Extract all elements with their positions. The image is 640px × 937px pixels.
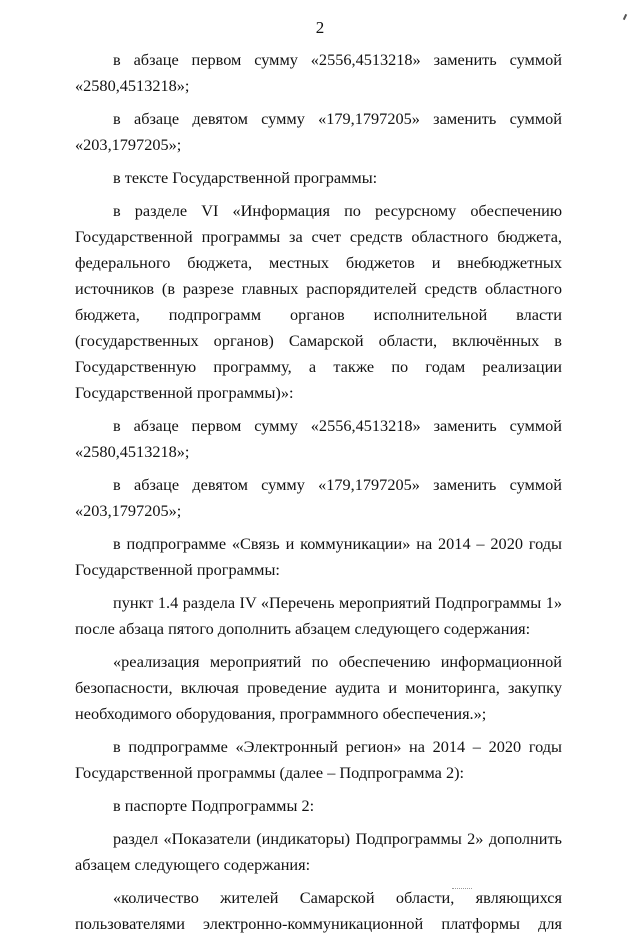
paragraph: в абзаце первом сумму «2556,4513218» заменить суммой «2580,4513218»; (75, 416, 562, 461)
paragraph: в подпрограмме «Связь и коммуникации» на 2014 – 2020 годы Государственной программы: (75, 534, 562, 579)
paragraph: «реализация мероприятий по обеспечению информационной безопасности, включая проведение аудита и мониторинга, закупку необходимого оборудования, программного обеспечения.»; (75, 652, 562, 723)
paragraph: в абзаце первом сумму «2556,4513218» заменить суммой «2580,4513218»; (75, 50, 562, 95)
paragraph: «количество жителей Самарской области, являющихся пользователями электронно-коммуникационной платформы для (75, 888, 562, 933)
paragraph: пункт 1.4 раздела IV «Перечень мероприятий Подпрограммы 1» после абзаца пятого дополнить абзацем следующего содержания: (75, 593, 562, 638)
document-body (75, 47, 562, 937)
paragraph: раздел «Показатели (индикаторы) Подпрограммы 2» дополнить абзацем следующего содержания: (75, 829, 562, 874)
scan-artifact (452, 888, 472, 891)
paragraph: в тексте Государственной программы: (113, 168, 378, 187)
paragraph: в абзаце девятом сумму «179,1797205» заменить суммой «203,1797205»; (75, 475, 562, 520)
paragraph: в абзаце девятом сумму «179,1797205» заменить суммой «203,1797205»; (75, 109, 562, 154)
paragraph: в подпрограмме «Электронный регион» на 2014 – 2020 годы Государственной программы (далее – Подпрограмма 2): (75, 737, 562, 782)
page-number: 2 (315, 18, 325, 37)
paragraph: в паспорте Подпрограммы 2: (113, 796, 315, 815)
paragraph: в разделе VI «Информация по ресурсному обеспечению Государственной программы за счет средств областного бюджета, федерального бюджета, местных бюджетов и внебюджетных источников (в разрезе главных распорядителей средств областного бюджета, подпрограмм органов исполнительной власти (государственных органов) Самарской области, включённых в Государственную программу, а также по годам реализации Государственной программы)»: (75, 201, 562, 402)
